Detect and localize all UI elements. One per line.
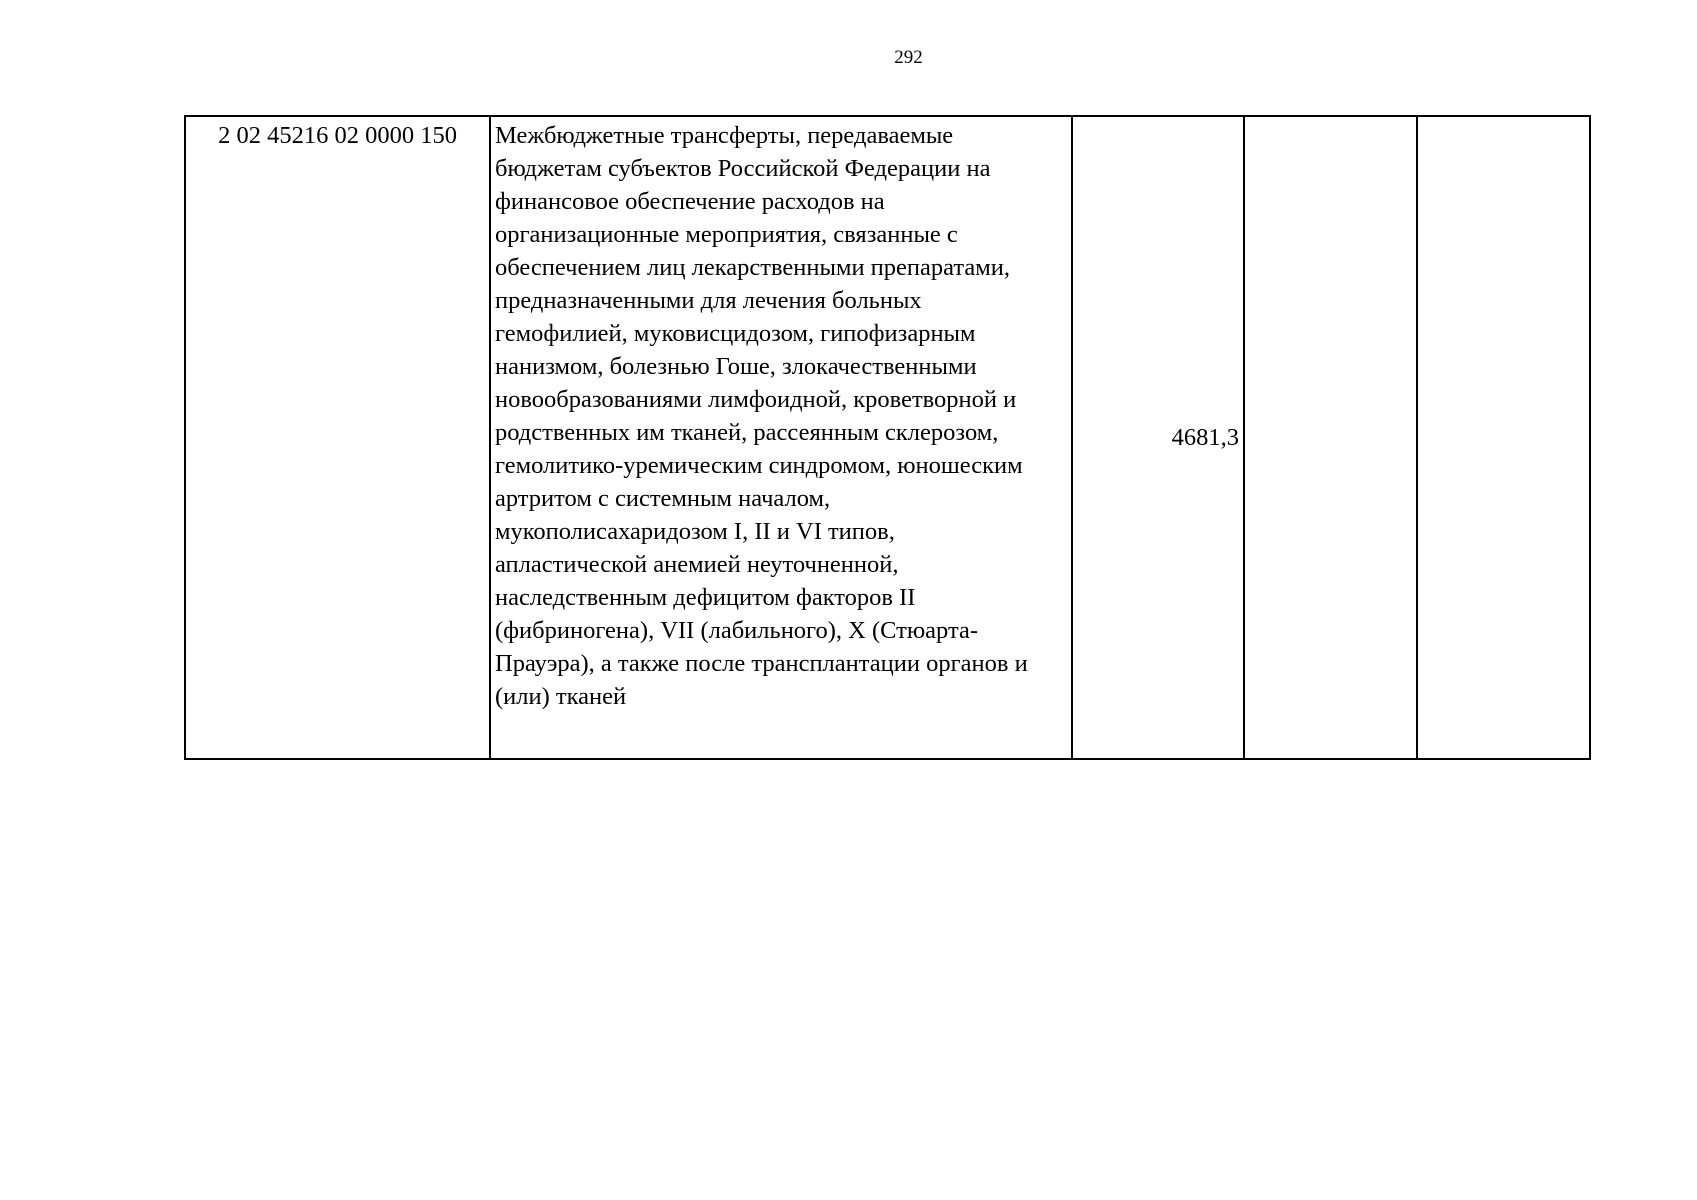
table-row: [185, 116, 1590, 759]
description-line: предназначенными для лечения больных: [495, 287, 922, 314]
description-line: апластической анемией неуточненной,: [495, 551, 899, 578]
description-line: бюджетам субъектов Российской Федерации на: [495, 155, 991, 182]
description-line: гемолитико-уремическим синдромом, юношеским: [495, 452, 1023, 479]
revenue-description: [490, 116, 1072, 759]
description-line: Межбюджетные трансферты, передаваемые: [495, 122, 954, 149]
description-line: (или) тканей: [495, 683, 627, 710]
description-line: нанизмом, болезнью Гоше, злокачественными: [495, 353, 977, 380]
description-line: наследственным дефицитом факторов II: [495, 584, 916, 611]
budget-classification-code: 2 02 45216 02 0000 150: [185, 116, 490, 759]
description-line: (фибриногена), VII (лабильного), X (Стюарта-: [495, 617, 979, 644]
page-number: 292: [894, 47, 923, 68]
description-line: обеспечением лиц лекарственными препаратами,: [495, 254, 1011, 281]
description-line: мукополисахаридозом I, II и VI типов,: [495, 518, 895, 545]
description-line: Прауэра), а также после трансплантации органов и: [495, 650, 1028, 677]
description-line: артритом с системным началом,: [495, 485, 831, 512]
description-line: родственных им тканей, рассеянным склерозом,: [495, 419, 999, 446]
description-line: финансовое обеспечение расходов на: [495, 188, 885, 215]
description-line: гемофилией, муковисцидозом, гипофизарным: [495, 320, 976, 347]
budget-table: [184, 115, 1591, 760]
description-line: организационные мероприятия, связанные с: [495, 221, 958, 248]
empty-amount-cell: [1417, 116, 1590, 759]
amount-cell: 4681,3: [1072, 116, 1244, 759]
description-line: новообразованиями лимфоидной, кроветворной и: [495, 386, 1017, 413]
empty-amount-cell: [1244, 116, 1417, 759]
